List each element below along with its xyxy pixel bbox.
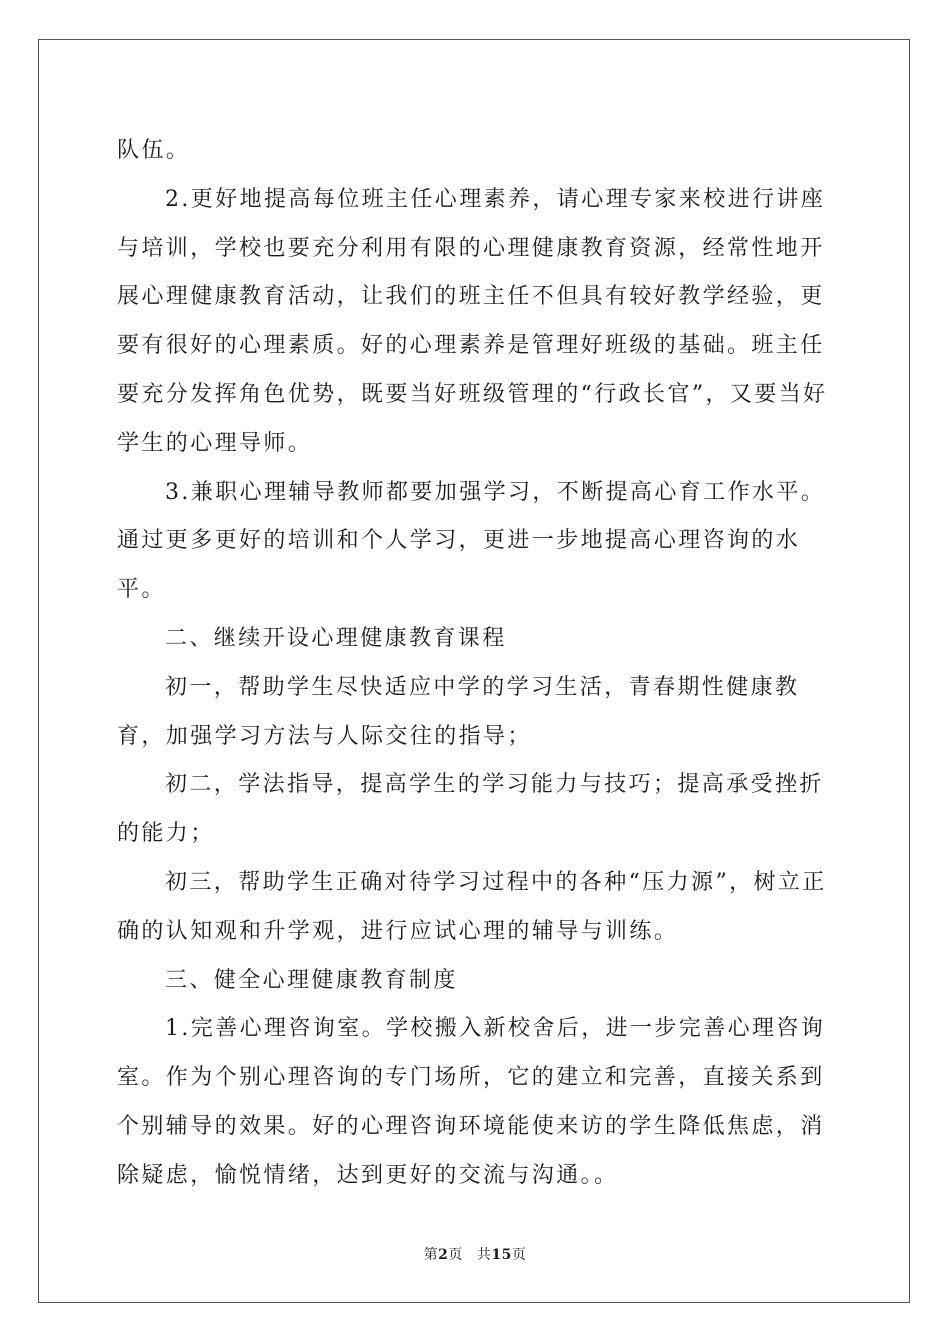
- total-prefix: 共: [476, 1247, 492, 1263]
- document-body: [117, 127, 833, 1201]
- page-prefix: 第: [423, 1247, 439, 1263]
- total-pages: 15: [491, 1247, 512, 1263]
- paragraph-counseling-room: 1.完善心理咨询室。学校搬入新校舍后，进一步完善心理咨询室。作为个别心理咨询的专门场所，它的建立和完善，直接关系到个别辅导的效果。好的心理咨询环境能使来访的学生降低焦虑，消除疑虑，愉悦情绪，达到更好的交流与沟通。。: [117, 1016, 826, 1188]
- paragraph-grade-3: 初三，帮助学生正确对待学习过程中的各种“压力源”，树立正确的认知观和升学观，进行应试心理的辅导与训练。: [117, 869, 827, 944]
- section-heading-3: 三、健全心理健康教育制度: [165, 967, 458, 993]
- paragraph-1: 队伍。: [117, 138, 191, 163]
- paragraph-2: 2.更好地提高每位班主任心理素养，请心理专家来校进行讲座与培训，学校也要充分利用有限的心理健康教育资源，经常性地开展心理健康教育活动，让我们的班主任不但具有较好教学经验，更要有很好的心理素质。好的心理素养是管理好班级的基础。班主任要充分发挥角色优势，既要当好班级管理的“行政长官”，又要当好学生的心理导师。: [117, 186, 828, 456]
- paragraph-grade-1: 初一，帮助学生尽快适应中学的学习生活，青春期性健康教育，加强学习方法与人际交往的指导；: [117, 674, 800, 749]
- page-suffix: 页: [448, 1247, 463, 1263]
- page-number: 2: [438, 1247, 449, 1263]
- paragraph-grade-2: 初二，学法指导，提高学生的学习能力与技巧；提高承受挫折的能力；: [117, 772, 824, 847]
- total-suffix: 页: [511, 1247, 527, 1263]
- page-footer: [0, 1245, 950, 1265]
- paragraph-3: 3.兼职心理辅导教师都要加强学习，不断提高心育工作水平。通过更多更好的培训和个人学习，更进一步地提高心理咨询的水平。: [117, 479, 826, 603]
- section-heading-2: 二、继续开设心理健康教育课程: [165, 625, 507, 651]
